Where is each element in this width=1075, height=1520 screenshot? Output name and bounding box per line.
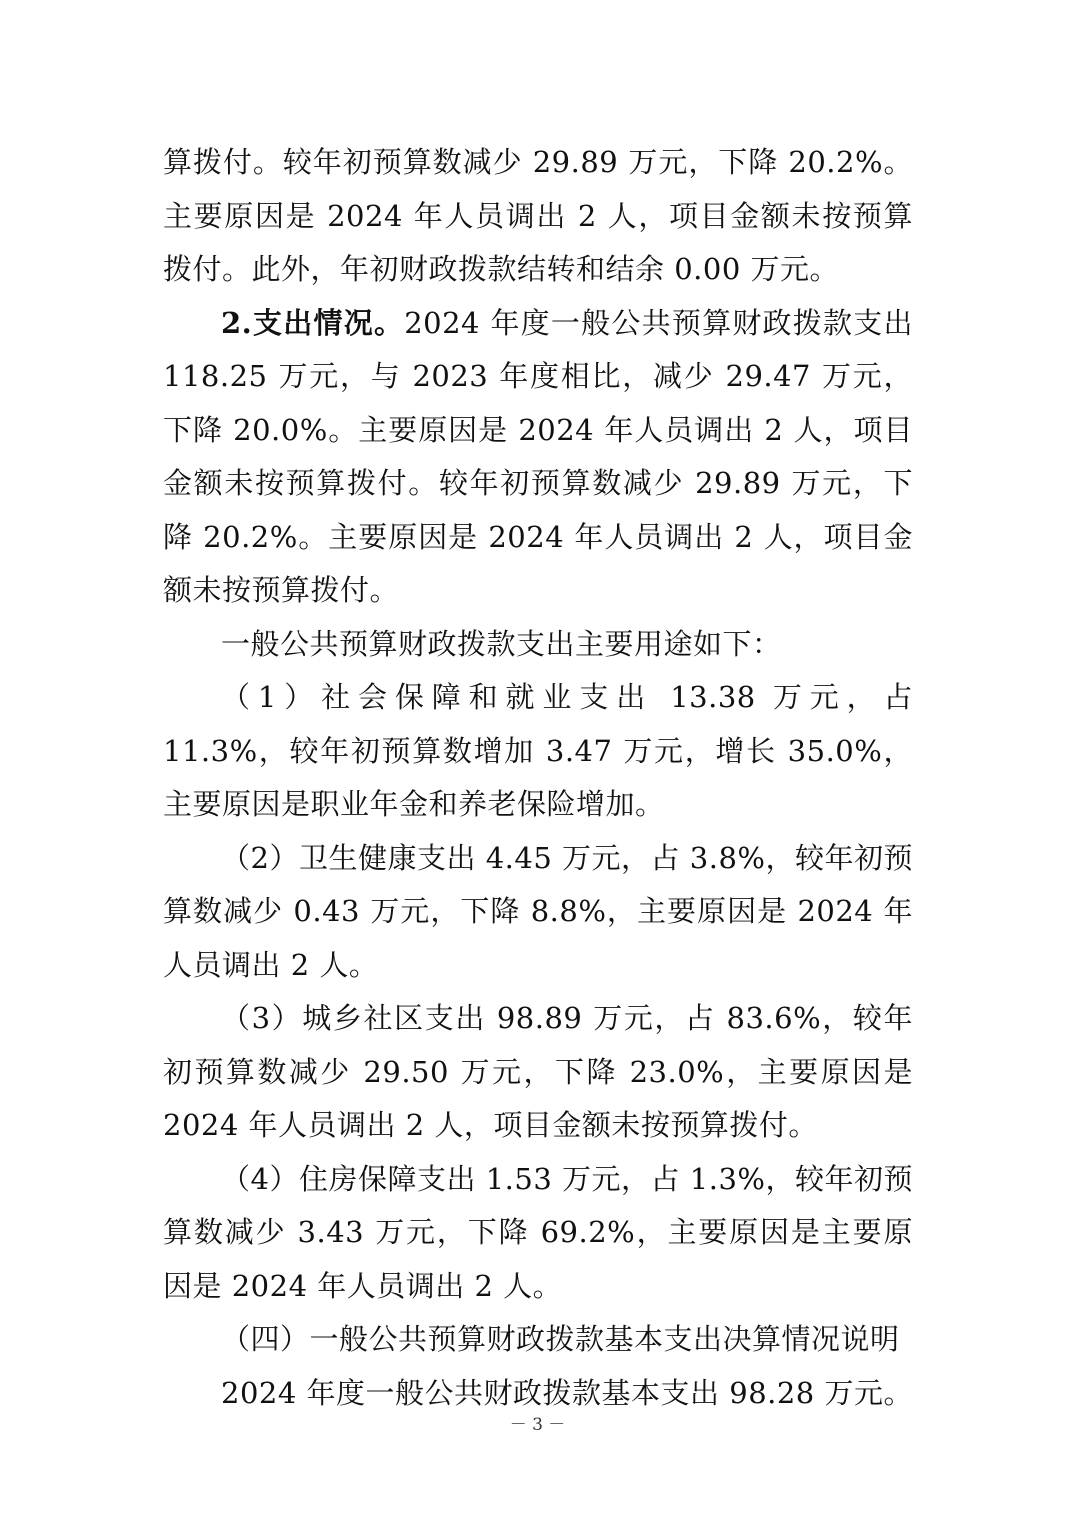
expenditure-overview-text: 2024 年度一般公共预算财政拨款支出 118.25 万元，与 2023 年度相比，减少 29.47 万元，下降 20.0%。主要原因是 2024 年人员调出 2 人，项目金额未按预算拨付。较年初预算数减少 29.89 万元，下降 20.2%。主要原因是 2024 年人员调出 2 人，项目金额未按预算拨付。 [163, 305, 913, 607]
paragraph-item-health: （2）卫生健康支出 4.45 万元，占 3.8%，较年初预算数减少 0.43 万元，下降 8.8%，主要原因是 2024 年人员调出 2 人。 [163, 840, 913, 982]
paragraph-funding-continuation: 算拨付。较年初预算数减少 29.89 万元，下降 20.2%。主要原因是 2024 年人员调出 2 人，项目金额未按预算拨付。此外，年初财政拨款结转和结余 0.00 万元。 [163, 145, 913, 286]
paragraph-item-housing: （4）住房保障支出 1.53 万元，占 1.3%，较年初预算数减少 3.43 万元，下降 69.2%，主要原因是主要原因是 2024 年人员调出 2 人。 [163, 1161, 913, 1303]
paragraph-basic-expenditure-total: 2024 年度一般公共财政拨款基本支出 98.28 万元。 [221, 1375, 913, 1410]
paragraph-expenditure-overview [163, 297, 913, 618]
paragraph-usage-intro: 一般公共预算财政拨款支出主要用途如下： [221, 626, 782, 661]
document-body [163, 136, 913, 1420]
paragraph-item-urban-rural: （3）城乡社区支出 98.89 万元，占 83.6%，较年初预算数减少 29.50 万元，下降 23.0%，主要原因是 2024 年人员调出 2 人，项目金额未按预算拨付。 [163, 1001, 913, 1142]
section-heading-expenditure: 2.支出情况。 [221, 305, 405, 340]
section-heading-basic-expenditure: （四）一般公共预算财政拨款基本支出决算情况说明 [221, 1322, 900, 1356]
paragraph-item-social-security: （1）社会保障和就业支出 13.38 万元，占 11.3%，较年初预算数增加 3.47 万元，增长 35.0%，主要原因是职业年金和养老保险增加。 [163, 680, 913, 821]
page-number: － 3 － [509, 1415, 566, 1435]
